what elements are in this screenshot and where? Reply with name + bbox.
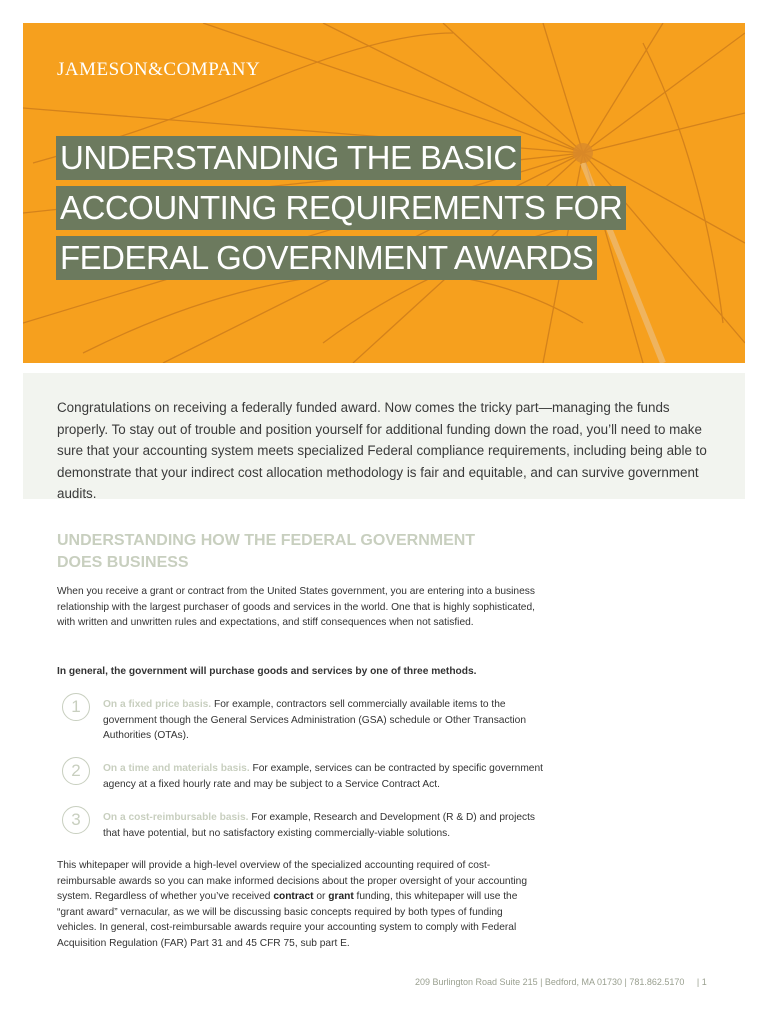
body-paragraph-1: When you receive a grant or contract from the United States government, you are entering into a business relationship with the largest purchaser of goods and services in the world. One that is highly sophisticated, with written and unwritten rules and expectations, and stiff consequences when not satisfied. bbox=[57, 586, 535, 629]
title-line-2: ACCOUNTING REQUIREMENTS FOR bbox=[56, 186, 626, 230]
intro-box bbox=[23, 373, 745, 499]
body-paragraph-final bbox=[57, 858, 542, 952]
method-number-3: 3 bbox=[62, 806, 90, 834]
title-line-1: UNDERSTANDING THE BASIC bbox=[56, 136, 521, 180]
intro-paragraph: Congratulations on receiving a federally funded award. Now comes the tricky part—managing the funds properly. To stay out of trouble and position yourself for additional funding down the road, you’ll need to make sure that your accounting system meets specialized Federal compliance requirements, including being able to demonstrate that your indirect cost allocation methodology is fair and equitable, and can survive government audits. bbox=[57, 400, 707, 501]
page-footer bbox=[415, 977, 725, 987]
hero-banner bbox=[23, 23, 745, 363]
method-desc-3: For example, Research and Development (R & D) and projects that have potential, but no satisfactory existing commercially-viable solutions. bbox=[103, 812, 536, 839]
final-text-part-3: funding, this whitepaper will use the “grant award” vernacular, as we will be discussing basic concepts required by both types of funding vehicles. In general, cost-reimbursable awards require your accounting system to comply with Federal Acquisition Regulation (FAR) Part 31 and 45 CFR 75, sub part E. bbox=[57, 891, 518, 949]
footer-address: 209 Burlington Road Suite 215 | Bedford, MA 01730 | 781.862.5170 bbox=[415, 977, 685, 987]
method-text-1 bbox=[103, 697, 543, 744]
method-text-2 bbox=[103, 761, 543, 792]
method-number-2: 2 bbox=[62, 757, 90, 785]
keyword-contract: contract bbox=[273, 891, 314, 903]
company-logo: JAMESON&COMPANY bbox=[57, 59, 261, 80]
document-title bbox=[56, 136, 626, 286]
method-lead-2: On a time and materials basis. bbox=[103, 763, 250, 774]
title-line-3: FEDERAL GOVERNMENT AWARDS bbox=[56, 236, 597, 280]
methods-intro: In general, the government will purchase goods and services by one of three methods. bbox=[57, 666, 477, 677]
method-desc-2: For example, services can be contracted by specific government agency at a fixed hourly rate and may be subject to a Service Contract Act. bbox=[103, 763, 543, 790]
final-text-part-1: This whitepaper will provide a high-level overview of the specialized accounting required of cost-reimbursable awards so you can make informed decisions about the proper oversight of your accounting system. Regardless of whether you’ve received bbox=[57, 860, 528, 903]
keyword-grant: grant bbox=[328, 891, 354, 903]
method-lead-1: On a fixed price basis. bbox=[103, 699, 212, 710]
section-heading: UNDERSTANDING HOW THE FEDERAL GOVERNMENT DOES BUSINESS bbox=[57, 532, 476, 571]
method-lead-3: On a cost-reimbursable basis. bbox=[103, 812, 249, 823]
page-number: 1 bbox=[701, 977, 707, 987]
final-text-part-2: or bbox=[313, 891, 329, 903]
method-desc-1: For example, contractors sell commercially available items to the government though the General Services Administration (GSA) schedule or Other Transaction Authorities (OTAs). bbox=[103, 699, 526, 742]
method-text-3 bbox=[103, 810, 543, 841]
method-number-1: 1 bbox=[62, 693, 90, 721]
footer-separator: | bbox=[696, 977, 700, 987]
